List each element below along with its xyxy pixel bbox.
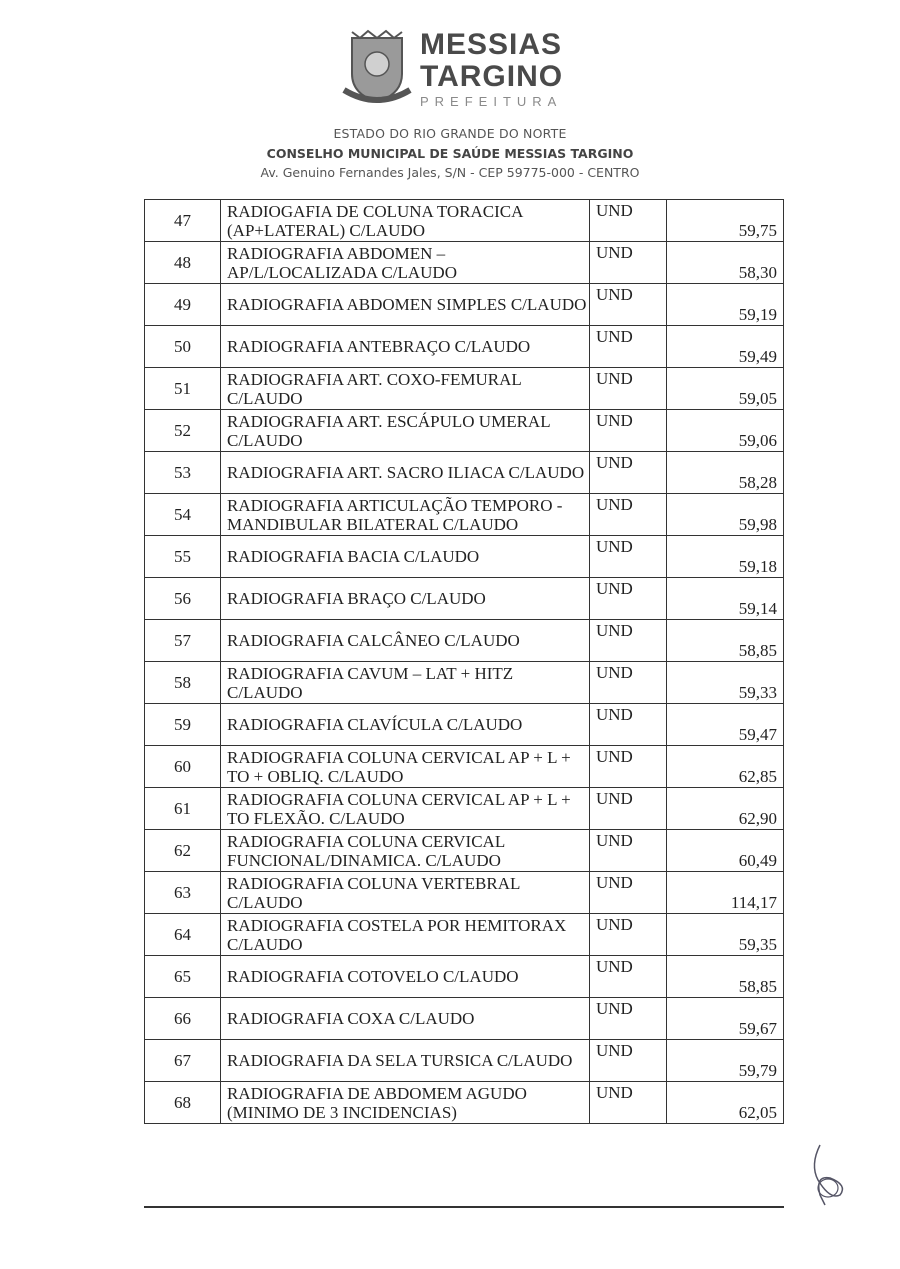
item-description: RADIOGRAFIA ANTEBRAÇO C/LAUDO [221,326,590,368]
item-unit: UND [590,242,667,284]
item-description: RADIOGRAFIA COLUNA VERTEBRAL C/LAUDO [221,872,590,914]
council-heading: CONSELHO MUNICIPAL DE SAÚDE MESSIAS TARGINO [266,146,634,161]
item-description: RADIOGRAFIA COXA C/LAUDO [221,998,590,1040]
item-number: 59 [145,704,221,746]
table-row [145,662,784,704]
item-description: RADIOGRAFIA ABDOMEN – AP/L/LOCALIZADA C/LAUDO [221,242,590,284]
table-row [145,326,784,368]
item-unit: UND [590,284,667,326]
item-unit: UND [590,494,667,536]
item-price: 58,30 [667,242,784,284]
table-row [145,788,784,830]
item-price: 58,28 [667,452,784,494]
item-number: 58 [145,662,221,704]
table-row [145,704,784,746]
table-row [145,956,784,998]
item-description: RADIOGRAFIA ART. ESCÁPULO UMERAL C/LAUDO [221,410,590,452]
item-price: 62,85 [667,746,784,788]
item-description: RADIOGRAFIA BRAÇO C/LAUDO [221,578,590,620]
item-price: 59,35 [667,914,784,956]
table-row [145,368,784,410]
item-number: 60 [145,746,221,788]
item-unit: UND [590,1040,667,1082]
item-description: RADIOGRAFIA ARTICULAÇÃO TEMPORO -MANDIBULAR BILATERAL C/LAUDO [221,494,590,536]
item-unit: UND [590,956,667,998]
price-table [144,199,784,1124]
item-price: 59,14 [667,578,784,620]
item-unit: UND [590,536,667,578]
item-number: 66 [145,998,221,1040]
table-row [145,284,784,326]
item-description: RADIOGRAFIA DA SELA TURSICA C/LAUDO [221,1040,590,1082]
item-price: 60,49 [667,830,784,872]
item-price: 59,05 [667,368,784,410]
table-row [145,410,784,452]
item-number: 61 [145,788,221,830]
item-unit: UND [590,200,667,242]
logo-name-line2: TARGINO [420,60,564,93]
item-price: 59,98 [667,494,784,536]
item-description: RADIOGRAFIA COLUNA CERVICAL FUNCIONAL/DINAMICA. C/LAUDO [221,830,590,872]
item-unit: UND [590,998,667,1040]
item-number: 64 [145,914,221,956]
item-number: 67 [145,1040,221,1082]
item-unit: UND [590,578,667,620]
item-price: 59,47 [667,704,784,746]
item-unit: UND [590,1082,667,1124]
item-unit: UND [590,410,667,452]
table-row [145,536,784,578]
item-unit: UND [590,662,667,704]
item-description: RADIOGRAFIA DE ABDOMEM AGUDO (MINIMO DE 3 INCIDENCIAS) [221,1082,590,1124]
item-description: RADIOGRAFIA ABDOMEN SIMPLES C/LAUDO [221,284,590,326]
item-unit: UND [590,620,667,662]
item-description: RADIOGAFIA DE COLUNA TORACICA (AP+LATERAL) C/LAUDO [221,200,590,242]
logo-subtitle: PREFEITURA [420,94,563,109]
item-number: 54 [145,494,221,536]
table-row [145,578,784,620]
table-row [145,1040,784,1082]
table-row [145,200,784,242]
item-unit: UND [590,914,667,956]
item-price: 114,17 [667,872,784,914]
item-price: 59,79 [667,1040,784,1082]
item-price: 59,49 [667,326,784,368]
item-description: RADIOGRAFIA CALCÂNEO C/LAUDO [221,620,590,662]
address-line: Av. Genuino Fernandes Jales, S/N - CEP 59775-000 - CENTRO [260,165,640,180]
item-price: 58,85 [667,956,784,998]
item-description: RADIOGRAFIA CLAVÍCULA C/LAUDO [221,704,590,746]
item-unit: UND [590,452,667,494]
item-number: 53 [145,452,221,494]
item-number: 62 [145,830,221,872]
item-number: 47 [145,200,221,242]
state-heading: ESTADO DO RIO GRANDE DO NORTE [333,126,567,141]
item-unit: UND [590,788,667,830]
logo-name-line1: MESSIAS [420,28,563,61]
signature-mark [800,1140,850,1210]
table-row [145,872,784,914]
item-unit: UND [590,326,667,368]
item-unit: UND [590,368,667,410]
table-row [145,452,784,494]
item-price: 59,06 [667,410,784,452]
item-description: RADIOGRAFIA COTOVELO C/LAUDO [221,956,590,998]
item-description: RADIOGRAFIA ART. SACRO ILIACA C/LAUDO [221,452,590,494]
item-description: RADIOGRAFIA COSTELA POR HEMITORAX C/LAUDO [221,914,590,956]
item-description: RADIOGRAFIA COLUNA CERVICAL AP + L + TO + OBLIQ. C/LAUDO [221,746,590,788]
item-description: RADIOGRAFIA CAVUM – LAT + HITZ C/LAUDO [221,662,590,704]
item-number: 52 [145,410,221,452]
footer-rule [144,1206,784,1208]
item-price: 59,33 [667,662,784,704]
item-price: 62,90 [667,788,784,830]
item-number: 48 [145,242,221,284]
table-row [145,746,784,788]
table-row [145,494,784,536]
item-unit: UND [590,830,667,872]
item-description: RADIOGRAFIA BACIA C/LAUDO [221,536,590,578]
item-unit: UND [590,704,667,746]
table-row [145,998,784,1040]
item-unit: UND [590,872,667,914]
item-unit: UND [590,746,667,788]
table-row [145,242,784,284]
item-number: 51 [145,368,221,410]
table-row [145,830,784,872]
table-row [145,620,784,662]
item-number: 68 [145,1082,221,1124]
item-price: 59,19 [667,284,784,326]
item-description: RADIOGRAFIA COLUNA CERVICAL AP + L + TO FLEXÃO. C/LAUDO [221,788,590,830]
table-row [145,1082,784,1124]
item-number: 56 [145,578,221,620]
prefeitura-logo [342,28,562,114]
table-row [145,914,784,956]
city-crest-icon [342,28,412,108]
item-number: 63 [145,872,221,914]
item-number: 49 [145,284,221,326]
item-number: 55 [145,536,221,578]
item-number: 50 [145,326,221,368]
item-price: 59,67 [667,998,784,1040]
item-number: 57 [145,620,221,662]
item-price: 62,05 [667,1082,784,1124]
item-price: 59,18 [667,536,784,578]
item-price: 59,75 [667,200,784,242]
item-number: 65 [145,956,221,998]
item-price: 58,85 [667,620,784,662]
item-description: RADIOGRAFIA ART. COXO-FEMURAL C/LAUDO [221,368,590,410]
